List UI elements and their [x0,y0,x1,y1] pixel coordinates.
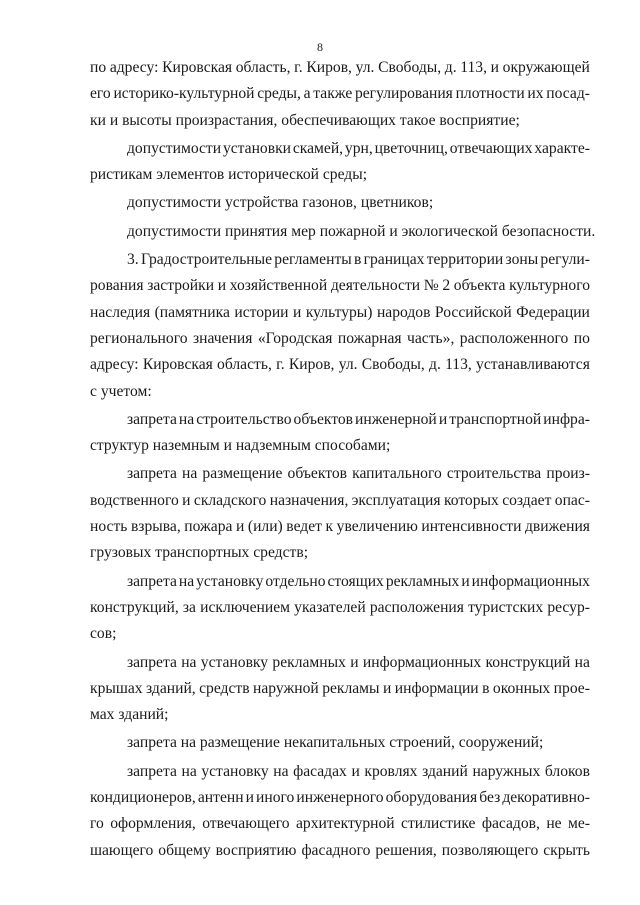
word: средств [199,679,250,697]
word: указателей [294,598,366,616]
word: фасадов, [481,815,540,833]
word: его [90,85,111,103]
word: антенн [197,789,244,807]
word: и [382,679,392,697]
word: Градостроительные [140,251,273,269]
word: блоков [544,762,590,780]
word: значения [192,329,253,347]
word: восприятию [215,841,297,859]
word: культурного [509,277,590,295]
word: деятельности [330,277,421,295]
text-line [90,300,590,326]
word: назначения, [269,491,349,509]
word: ул. [338,356,358,374]
word: конструкций, [90,598,179,616]
word: отвечающего [202,815,290,833]
word: застройки [147,277,215,295]
body-text [90,55,596,864]
word: информационных [471,572,590,590]
text-line [90,569,590,595]
word: на [574,653,590,671]
text-line [90,352,590,378]
text-line [90,55,590,81]
text-line [90,811,590,837]
word: наследия [90,303,151,321]
word: установку [201,762,269,780]
word: истории [234,303,289,321]
word: устанавливаются [476,356,590,374]
word: среды, [257,85,301,103]
word: шающего [90,841,154,859]
word: объектов [293,410,354,428]
word: 2 [442,277,451,295]
text-line [90,676,590,702]
word: опас- [554,491,590,509]
word: их [527,85,544,103]
word: посад- [546,85,590,103]
word: эксплуатация [351,491,441,509]
text-line: мах зданий; [90,706,169,724]
word: строительство [196,410,292,428]
text-line: ки и высоты произрастания, обеспечивающих такое восприятие; [90,111,520,129]
text-line: грузовых транспортных средств; [90,544,309,562]
word: д. [444,59,457,76]
word: расположения [369,598,464,616]
word: скамей, [292,139,344,157]
word: и [490,59,500,76]
word: установку [200,653,269,671]
word: кровлях [364,762,418,780]
word: объекта [453,277,506,295]
word: и [235,518,245,536]
word: создает [502,491,552,509]
word: урн, [344,139,373,157]
word: фасадного [301,841,371,859]
word: г. [294,59,303,76]
word: наружных [472,762,541,780]
text-line [90,488,590,514]
word: и [182,491,191,509]
word: к [325,518,334,536]
word: го [90,815,104,833]
word: цветочниц, [374,139,448,157]
word: стоящих [327,572,384,590]
word: характе- [534,139,590,157]
text-line: структур наземным и надземным способами; [90,437,391,455]
word: и [438,410,448,428]
word: информации [394,679,479,697]
word: окружающей [502,59,590,76]
word: ул. [355,59,375,76]
word: Свободы, [378,59,442,76]
word: без [479,789,501,807]
text-line [90,273,590,299]
word: историко-культурной [113,85,255,103]
text-line [90,136,590,162]
word: решения, [375,841,437,859]
word: на [181,653,197,671]
text-line [90,81,590,107]
word: по [90,59,107,76]
word: инженерного [296,789,384,807]
word: регламенты [274,251,352,269]
word: запрета [127,653,177,671]
text-line: ристикам элементов исторической среды; [90,166,368,184]
word: установки [222,139,292,157]
text-line [90,514,590,540]
word: (или) [247,518,283,536]
word: 113, [445,356,472,374]
word: пожара [184,518,233,536]
word: и [350,653,359,671]
word: на [273,762,289,780]
word: запрета [127,572,177,590]
word: культуры) [305,303,373,321]
text-line [90,407,590,433]
word: и [217,277,227,295]
word: произ- [546,465,590,483]
word: объектов [287,465,347,483]
word: взрыва, [130,518,181,536]
word: рекламных [272,653,346,671]
word: интенсивности [421,518,522,536]
word: туристских [468,598,544,616]
word: общему [158,841,211,859]
word: Свободы, [361,356,425,374]
word: на [182,465,198,483]
word: крышах [90,679,143,697]
word: в [353,251,362,269]
word: иного [256,789,295,807]
word: Киров, [288,356,335,374]
word: за [182,598,196,616]
text-line: допустимости принятия мер пожарной и экологической безопасности. [127,222,596,240]
word: скрыть [543,841,590,859]
word: инженерной [355,410,437,428]
word: часть», [407,329,455,347]
word: оконных [492,679,551,697]
word: 113, [460,59,487,76]
word: адресу: [109,59,159,76]
word: инфра- [543,410,590,428]
word: Федерации [516,303,590,321]
word: а [303,85,311,103]
word: конструкций [485,653,571,671]
word: в [482,679,490,697]
text-line [90,838,590,864]
word: Кировская [142,356,213,374]
word: запрета [127,410,177,428]
word: позволяющего [441,841,539,859]
word: зданий [422,762,468,780]
word: на [178,572,195,590]
word: зданий, [146,679,196,697]
word: рекламы [322,679,380,697]
word: на [178,410,195,428]
word: рекламных [385,572,460,590]
text-line [90,595,590,621]
word: ведет [286,518,322,536]
word: оборудования [385,789,478,807]
word: (памятника [154,303,230,321]
word: ме- [568,815,590,833]
word: г. [276,356,285,374]
word: 3. [127,251,139,269]
page-number: 8 [317,40,323,54]
word: хозяйственной [229,277,328,295]
word: д. [429,356,441,374]
text-line [90,461,590,487]
word: увеличению [336,518,418,536]
word: регионального [90,329,188,347]
text-line [90,785,590,811]
word: и [461,572,470,590]
word: отвечающих [449,139,533,157]
word: прое- [553,679,590,697]
word: стилистике [401,815,476,833]
word: Российской [434,303,512,321]
word: регулирования [354,85,453,103]
word: установку [196,572,264,590]
text-line [90,247,590,273]
word: и [351,762,360,780]
word: адресу: [90,356,139,374]
word: исключением [200,598,291,616]
word: декоративно- [502,789,590,807]
word: Киров, [306,59,352,76]
text-line: допустимости устройства газонов, цветников; [127,194,434,212]
word: допустимости [127,139,222,157]
word: ность [90,518,128,536]
word: плотности [455,85,525,103]
word: водственного [90,491,179,509]
word: пожарная [337,329,402,347]
word: оформления, [110,815,196,833]
word: размещение [202,465,283,483]
word: не [546,815,562,833]
word: кондиционеров, [90,789,196,807]
word: и [245,789,254,807]
word: которых [443,491,499,509]
word: ресур- [547,598,590,616]
word: складского [193,491,267,509]
word: Кировская [162,59,233,76]
text-line: запрета на размещение некапитальных строений, сооружений; [127,734,544,752]
text-line: с учетом: [90,382,152,400]
word: зоны [505,251,539,269]
word: движения [524,518,590,536]
word: транспортной [449,410,542,428]
word: информационных [362,653,482,671]
text-line [90,759,590,785]
word: на [181,762,197,780]
word: регули- [540,251,590,269]
word: расположенного [459,329,569,347]
word: капитального [352,465,442,483]
word: по [573,329,590,347]
word: архитектурной [295,815,395,833]
text-line [90,326,590,352]
word: запрета [127,762,177,780]
text-line [90,650,590,676]
word: и [293,303,302,321]
word: территории [426,251,504,269]
word: границах [363,251,425,269]
word: № [423,277,439,295]
word: фасадах [293,762,347,780]
word: область, [217,356,272,374]
word: народов [376,303,431,321]
word: область, [235,59,291,76]
word: строительства [446,465,542,483]
word: отдельно [265,572,326,590]
word: запрета [127,465,177,483]
word: «Городская [257,329,333,347]
text-line: сов; [90,625,117,643]
word: также [313,85,353,103]
word: наружной [253,679,319,697]
word: рования [90,277,144,295]
